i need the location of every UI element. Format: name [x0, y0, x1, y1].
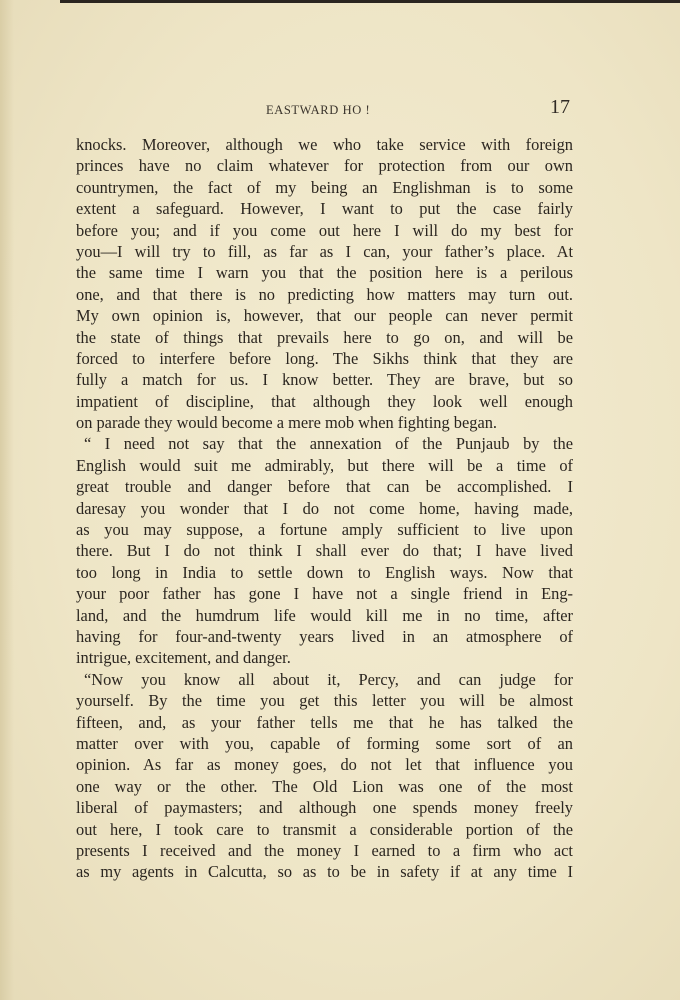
text-line: out here, I took care to transmit a considerable portion of the: [76, 819, 573, 839]
text-line: one way or the other. The Old Lion was one of the most: [76, 776, 573, 796]
text-line: as my agents in Calcutta, so as to be in safety if at any time I: [76, 862, 573, 882]
text-line: too long in India to settle down to English ways. Now that: [76, 562, 573, 582]
text-line: matter over with you, capable of forming some sort of an: [76, 733, 573, 753]
text-line: fifteen, and, as your father tells me that he has talked the: [76, 712, 573, 732]
running-head: EASTWARD HO !: [266, 103, 371, 117]
text-line: yourself. By the time you get this letter you will be almost: [76, 691, 573, 711]
text-line: you—I will try to fill, as far as I can, your father’s place. At: [76, 241, 573, 261]
text-line: having for four-and-twenty years lived in an atmosphere of: [76, 626, 573, 646]
text-line: impatient of discipline, that although they look well enough: [76, 391, 573, 411]
text-line: the same time I warn you that the position here is a perilous: [76, 263, 573, 283]
page-top-edge: [60, 0, 680, 3]
text-line: on parade they would become a mere mob when fighting began.: [76, 413, 498, 433]
text-line: countrymen, the fact of my being an Englishman is to some: [76, 177, 573, 197]
text-line: there. But I do not think I shall ever do that; I have lived: [76, 541, 573, 561]
text-line: your poor father has gone I have not a single friend in Eng-: [76, 584, 573, 604]
text-line: knocks. Moreover, although we who take service with foreign: [76, 135, 573, 154]
page-header: [76, 96, 573, 126]
page-number: 17: [550, 96, 570, 118]
text-line: one, and that there is no predicting how matters may turn out.: [76, 284, 573, 304]
text-line: opinion. As far as money goes, do not let that influence you: [76, 755, 573, 775]
text-line: extent a safeguard. However, I want to put the case fairly: [76, 199, 573, 219]
text-line: presents I received and the money I earned to a firm who act: [76, 840, 573, 860]
text-line: great trouble and danger before that can be accomplished. I: [76, 477, 573, 497]
page-gutter-shadow: [0, 0, 14, 1000]
text-line: liberal of paymasters; and although one spends money freely: [76, 798, 573, 818]
body-text: [76, 134, 573, 883]
text-line: as you may suppose, a fortune amply sufficient to live upon: [76, 520, 573, 540]
text-line: “ I need not say that the annexation of the Punjaub by the: [84, 434, 573, 454]
text-line: land, and the humdrum life would kill me in no time, after: [76, 605, 573, 625]
text-line: princes have no claim whatever for protection from our own: [76, 156, 573, 176]
text-line: My own opinion is, however, that our people can never permit: [76, 306, 573, 326]
text-line: intrigue, excitement, and danger.: [76, 648, 291, 668]
text-line: daresay you wonder that I do not come home, having made,: [76, 498, 573, 518]
text-line: the state of things that prevails here to go on, and will be: [76, 327, 573, 347]
text-line: fully a match for us. I know better. They are brave, but so: [76, 370, 573, 390]
text-line: before you; and if you come out here I will do my best for: [76, 220, 573, 240]
text-line: forced to interfere before long. The Sikhs think that they are: [76, 348, 573, 368]
text-line: English would suit me admirably, but there will be a time of: [76, 455, 573, 475]
text-line: “Now you know all about it, Percy, and can judge for: [84, 669, 573, 689]
